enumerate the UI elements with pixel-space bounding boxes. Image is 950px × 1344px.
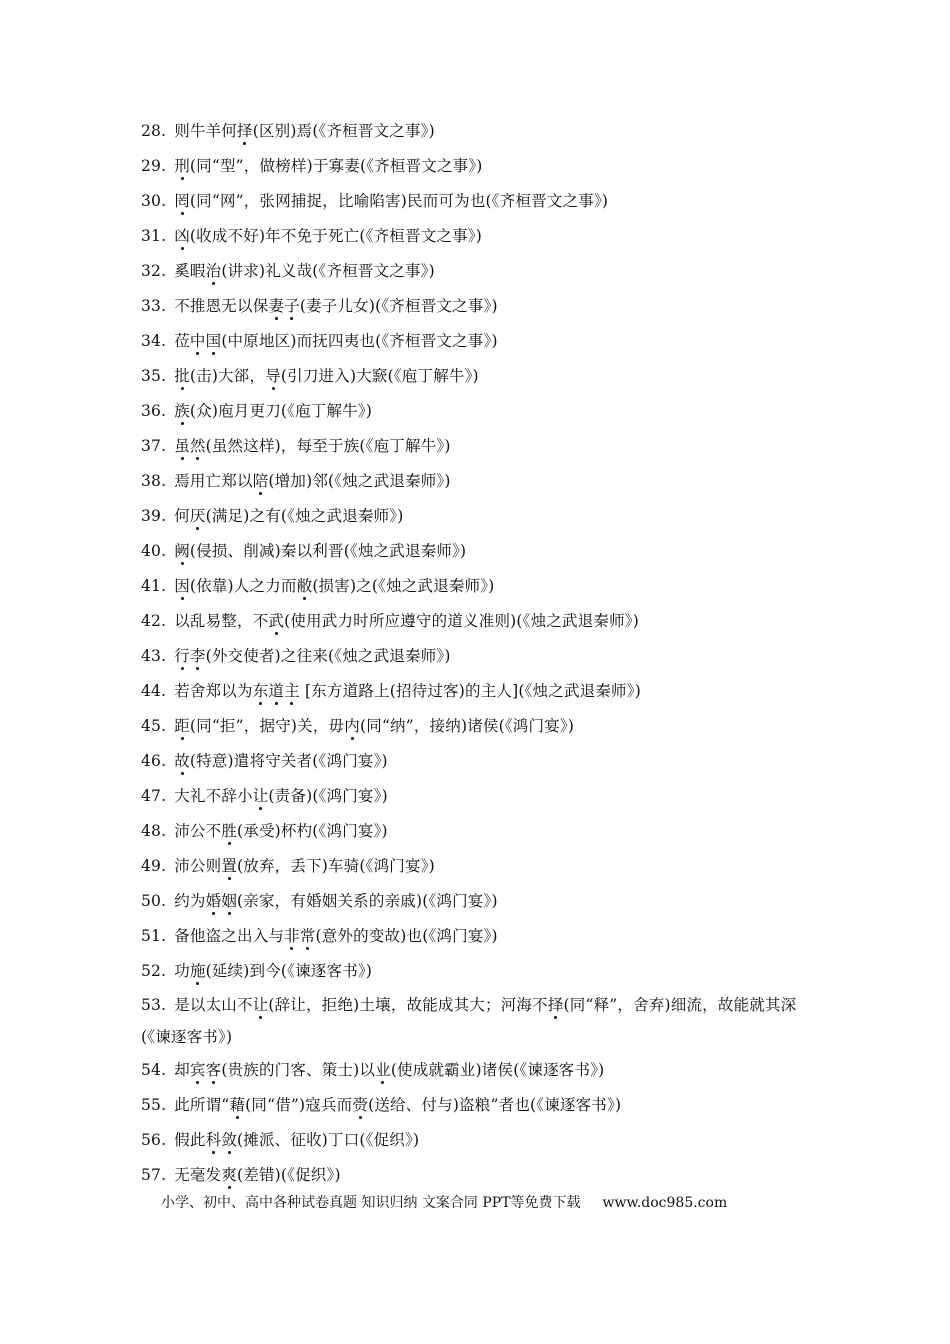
entry-text: (中原地区)而抚四夷也(《齐桓晋文之事》) xyxy=(221,332,498,350)
emphasized-char: 让 xyxy=(252,996,269,1014)
entry-text: (妻子儿女)(《齐桓晋文之事》) xyxy=(299,297,498,315)
entry-text: 备他盗之出入与 xyxy=(174,927,285,945)
emphasized-char: 东 xyxy=(252,682,269,700)
entry-number: 34. xyxy=(141,332,175,350)
entry-text: (损害)之(《烛之武退秦师》) xyxy=(312,577,495,595)
emphasized-char: 然 xyxy=(189,437,206,455)
entry-number: 31. xyxy=(141,227,175,245)
emphasized-char: 择 xyxy=(547,996,564,1014)
entry-text: 沛公不 xyxy=(174,822,222,840)
entry-36 xyxy=(141,394,821,429)
entry-55 xyxy=(141,1088,821,1123)
entry-text: (击)大郤， xyxy=(189,367,266,385)
entry-31 xyxy=(141,219,821,254)
entry-40 xyxy=(141,534,821,569)
entry-number: 39. xyxy=(141,507,175,525)
emphasized-char: 常 xyxy=(299,927,316,945)
emphasized-char: 胜 xyxy=(221,822,238,840)
entry-37 xyxy=(141,429,821,464)
entry-number: 28. xyxy=(141,122,175,140)
emphasized-char: 故 xyxy=(174,752,190,770)
entry-44 xyxy=(141,674,821,709)
emphasized-char: 主 xyxy=(284,682,300,700)
entry-list xyxy=(141,114,821,1193)
emphasized-char: 婚 xyxy=(205,892,222,910)
entry-number: 38. xyxy=(141,472,175,490)
entry-41 xyxy=(141,569,821,604)
emphasized-char: 中 xyxy=(189,332,206,350)
emphasized-char: 虽 xyxy=(174,437,190,455)
entry-54 xyxy=(141,1053,821,1088)
entry-text: (摊派、征收)丁口(《促织》) xyxy=(237,1131,420,1149)
entry-text: (贵族的门客、策士)以 xyxy=(221,1061,376,1079)
entry-43 xyxy=(141,639,821,674)
entry-number: 40. xyxy=(141,542,175,560)
entry-text: (特意)遣将守关者(《鸿门宴》) xyxy=(189,752,388,770)
entry-number: 49. xyxy=(141,857,175,875)
emphasized-char: 行 xyxy=(174,647,190,665)
entry-text: (使用武力时所应遵守的道义准则)(《烛之武退秦师》) xyxy=(284,612,639,630)
emphasized-char: 施 xyxy=(189,962,206,980)
emphasized-char: 姻 xyxy=(221,892,238,910)
entry-number: 44. xyxy=(141,682,175,700)
entry-number: 45. xyxy=(141,717,175,735)
entry-number: 30. xyxy=(141,192,175,210)
entry-47 xyxy=(141,779,821,814)
entry-57 xyxy=(141,1158,821,1193)
emphasized-char: 业 xyxy=(375,1061,391,1079)
entry-text: 焉用亡郑以 xyxy=(174,472,253,490)
entry-text: 沛公则 xyxy=(174,857,222,875)
entry-text: (众)庖月更刀(《庖丁解牛》) xyxy=(189,402,373,420)
entry-text: 奚暇 xyxy=(174,262,206,280)
emphasized-char: 爽 xyxy=(221,1166,238,1184)
emphasized-char: 因 xyxy=(174,577,190,595)
emphasized-char: 妻 xyxy=(268,297,285,315)
emphasized-char: 陪 xyxy=(252,472,269,490)
emphasized-char: 李 xyxy=(189,647,206,665)
entry-text: 假此 xyxy=(174,1131,206,1149)
entry-text: (使成就霸业)诸侯(《谏逐客书》) xyxy=(390,1061,605,1079)
entry-34 xyxy=(141,324,821,359)
entry-text: (区别)焉(《齐桓晋文之事》) xyxy=(252,122,435,140)
entry-text: (送给、付与)盗粮”者也(《谏逐客书》) xyxy=(368,1096,622,1114)
entry-text: (讲求)礼义哉(《齐桓晋文之事》) xyxy=(221,262,435,280)
emphasized-char: 道 xyxy=(268,682,285,700)
footer xyxy=(161,1192,727,1212)
entry-49 xyxy=(141,849,821,884)
entry-number: 29. xyxy=(141,157,175,175)
emphasized-char: 武 xyxy=(268,612,285,630)
entry-text: (放弃，丢下)车骑(《鸿门宴》) xyxy=(237,857,435,875)
footer-url[interactable]: www.doc985.com xyxy=(602,1195,728,1211)
entry-number: 55. xyxy=(141,1096,175,1114)
entry-39 xyxy=(141,499,821,534)
entry-text: (责备)(《鸿门宴》) xyxy=(268,787,388,805)
entry-text: 无毫发 xyxy=(174,1166,222,1184)
entry-number: 33. xyxy=(141,297,175,315)
entry-number: 42. xyxy=(141,612,175,630)
entry-text: [东方道路上(招待过客)的主人](《烛之武退秦师》) xyxy=(299,682,641,700)
entry-30 xyxy=(141,184,821,219)
entry-number: 35. xyxy=(141,367,175,385)
emphasized-char: 国 xyxy=(205,332,222,350)
entry-text: (同“拒”，据守)关，毋 xyxy=(189,717,345,735)
entry-text: 此所谓“ xyxy=(174,1096,230,1114)
entry-53 xyxy=(141,989,821,1053)
emphasized-char: 子 xyxy=(284,297,300,315)
entry-text: (同“纳”，接纳)诸侯(《鸿门宴》) xyxy=(359,717,575,735)
entry-text: (同“型”，做榜样)于寡妻(《齐桓晋文之事》) xyxy=(189,157,483,175)
emphasized-char: 批 xyxy=(174,367,190,385)
entry-number: 51. xyxy=(141,927,175,945)
entry-number: 41. xyxy=(141,577,175,595)
entry-number: 46. xyxy=(141,752,175,770)
entry-56 xyxy=(141,1123,821,1158)
entry-50 xyxy=(141,884,821,919)
emphasized-char: 罔 xyxy=(174,192,190,210)
entry-number: 43. xyxy=(141,647,175,665)
emphasized-char: 宾 xyxy=(189,1061,206,1079)
entry-text: 何 xyxy=(174,507,190,525)
entry-51 xyxy=(141,919,821,954)
entry-text: 不推恩无以保 xyxy=(174,297,269,315)
emphasized-char: 距 xyxy=(174,717,190,735)
entry-text: 以乱易整，不 xyxy=(174,612,269,630)
entry-number: 57. xyxy=(141,1166,175,1184)
entry-text: (虽然这样)，每至于族(《庖丁解牛》) xyxy=(205,437,451,455)
emphasized-char: 置 xyxy=(221,857,238,875)
entry-number: 56. xyxy=(141,1131,175,1149)
entry-text: (意外的变故)也(《鸿门宴》) xyxy=(315,927,498,945)
entry-35 xyxy=(141,359,821,394)
entry-text: 若舍郑以为 xyxy=(174,682,253,700)
emphasized-char: 非 xyxy=(284,927,300,945)
entry-text: (差错)(《促织》) xyxy=(237,1166,341,1184)
emphasized-char: 导 xyxy=(265,367,281,385)
emphasized-char: 内 xyxy=(344,717,360,735)
entry-text: (承受)杯杓(《鸿门宴》) xyxy=(237,822,388,840)
footer-text: 小学、初中、高中各种试卷真题 知识归纳 文案合同 PPT等免费下载 xyxy=(161,1195,581,1211)
emphasized-char: 藉 xyxy=(229,1096,246,1114)
entry-text: 是以太山不 xyxy=(174,996,253,1014)
emphasized-char: 让 xyxy=(252,787,269,805)
entry-number: 50. xyxy=(141,892,175,910)
entry-text: 莅 xyxy=(174,332,190,350)
entry-number: 37. xyxy=(141,437,175,455)
entry-text: (依靠)人之力而 xyxy=(189,577,297,595)
emphasized-char: 厌 xyxy=(189,507,206,525)
entry-number: 53. xyxy=(141,996,175,1014)
entry-text: (收成不好)年不免于死亡(《齐桓晋文之事》) xyxy=(189,227,482,245)
entry-text: (同“网”，张网捕捉，比喻陷害)民而可为也(《齐桓晋文之事》) xyxy=(189,192,609,210)
emphasized-char: 科 xyxy=(205,1131,222,1149)
entry-number: 47. xyxy=(141,787,175,805)
entry-text: 约为 xyxy=(174,892,206,910)
emphasized-char: 敛 xyxy=(221,1131,238,1149)
emphasized-char: 治 xyxy=(205,262,222,280)
entry-text: (同“释”，舍弃)细流，故能就其深(《谏逐客书》) xyxy=(141,996,797,1046)
entry-number: 48. xyxy=(141,822,175,840)
entry-text: (延续)到今(《谏逐客书》) xyxy=(205,962,373,980)
entry-number: 52. xyxy=(141,962,175,980)
emphasized-char: 刑 xyxy=(174,157,190,175)
entry-number: 54. xyxy=(141,1061,175,1079)
entry-text: (满足)之有(《烛之武退秦师》) xyxy=(205,507,404,525)
entry-text: 功 xyxy=(174,962,190,980)
entry-32 xyxy=(141,254,821,289)
entry-42 xyxy=(141,604,821,639)
entry-29 xyxy=(141,149,821,184)
entry-number: 36. xyxy=(141,402,175,420)
entry-46 xyxy=(141,744,821,779)
entry-text: (引刀进入)大窾(《庖丁解牛》) xyxy=(280,367,479,385)
entry-52 xyxy=(141,954,821,989)
entry-38 xyxy=(141,464,821,499)
entry-number: 32. xyxy=(141,262,175,280)
emphasized-char: 客 xyxy=(205,1061,222,1079)
entry-28 xyxy=(141,114,821,149)
emphasized-char: 赍 xyxy=(352,1096,369,1114)
entry-text: (增加)邻(《烛之武退秦师》) xyxy=(268,472,451,490)
entry-45 xyxy=(141,709,821,744)
entry-text: 则牛羊何 xyxy=(174,122,238,140)
entry-text: (外交使者)之往来(《烛之武退秦师》) xyxy=(205,647,451,665)
entry-text: 大礼不辞小 xyxy=(174,787,253,805)
emphasized-char: 凶 xyxy=(174,227,190,245)
emphasized-char: 择 xyxy=(237,122,253,140)
entry-text: 却 xyxy=(174,1061,190,1079)
entry-text: (亲家，有婚姻关系的亲戚)(《鸿门宴》) xyxy=(237,892,498,910)
entry-text: (侵损、削减)秦以利晋(《烛之武退秦师》) xyxy=(189,542,467,560)
emphasized-char: 阙 xyxy=(174,542,190,560)
entry-48 xyxy=(141,814,821,849)
entry-text: (同“借”)寇兵而 xyxy=(245,1096,353,1114)
entry-33 xyxy=(141,289,821,324)
emphasized-char: 族 xyxy=(174,402,190,420)
emphasized-char: 敝 xyxy=(296,577,313,595)
entry-text: (辞让，拒绝)土壤，故能成其大；河海不 xyxy=(268,996,548,1014)
